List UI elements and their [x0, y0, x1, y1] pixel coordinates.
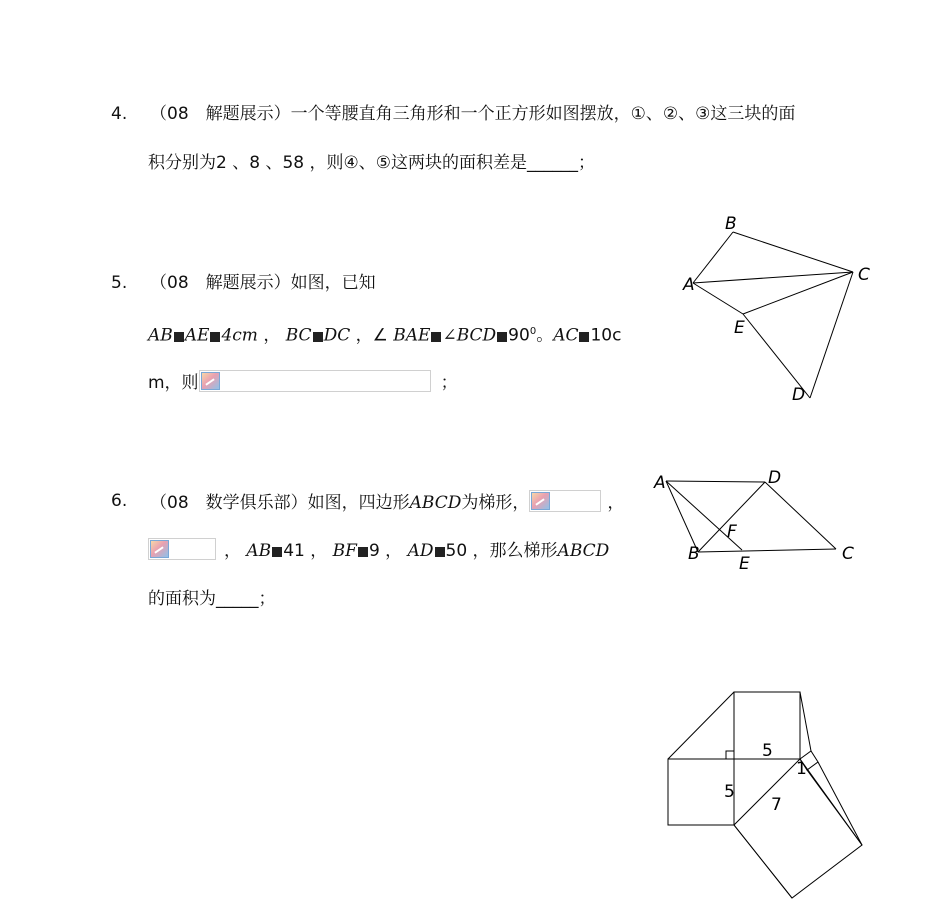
square-1	[800, 751, 818, 770]
q5-angle-sep: ，∠	[355, 325, 388, 346]
q5-label-c: C	[858, 265, 870, 285]
missing-glyph-icon	[579, 332, 589, 342]
square-5-left	[668, 759, 734, 825]
q5-line3-pre: m，则	[148, 373, 199, 393]
q5-period: 。	[536, 325, 554, 346]
broken-image-placeholder	[199, 370, 431, 392]
q6-ad-value: 50 ，那么梯形	[445, 541, 558, 561]
connector-right	[818, 762, 862, 845]
q5-label-b: B	[725, 214, 737, 234]
q5-line3-post: ；	[440, 373, 458, 393]
connector-top-right	[800, 692, 811, 751]
broken-image-placeholder	[148, 538, 216, 560]
square-7	[734, 759, 862, 898]
q5-label-a: A	[683, 275, 695, 295]
q5-segment-ac	[693, 272, 853, 283]
q6-number: 6.	[111, 491, 128, 511]
square-5-top	[734, 692, 800, 759]
q6-segment-ad	[666, 481, 765, 482]
q5-ae: AE	[184, 325, 210, 346]
q6-label-d: D	[768, 468, 782, 488]
q6-label-f: F	[727, 522, 737, 542]
q6-label-e: E	[739, 554, 750, 574]
q5-line2	[148, 321, 621, 347]
connector-top-left	[668, 692, 734, 759]
q6-line1-mid: 为梯形，	[461, 493, 530, 513]
q5-ac: AC	[553, 325, 579, 346]
q5-degree: 0	[529, 326, 537, 337]
q5-bcd: ∠BCD	[442, 325, 497, 346]
q6-line1-pre: （08 数学俱乐部）如图，四边形	[150, 493, 410, 513]
missing-glyph-icon	[435, 547, 445, 557]
q4-number: 4.	[111, 104, 128, 124]
q4-line1: （08 解题展示）一个等腰直角三角形和一个正方形如图摆放，①、②、③这三块的面	[150, 104, 796, 124]
q6-bf-value: 9 ，	[368, 541, 403, 561]
q5-segment-ed	[743, 314, 810, 398]
q6-abcd: ABCD	[409, 493, 462, 513]
q6-ad: AD	[407, 541, 434, 561]
q5-segment-dc	[810, 272, 853, 398]
q5-length: 4cm	[221, 325, 258, 346]
q5-bae: BAE	[393, 325, 431, 346]
q6-sep: ，	[224, 541, 241, 561]
q6-abcd-2: ABCD	[557, 541, 610, 561]
q5-dc: DC	[323, 325, 351, 346]
q5-sep: ，	[263, 325, 281, 346]
q4-line2: 积分别为2 、8 、58 ，则④、⑤这两块的面积差是______；	[148, 153, 595, 173]
connector-lower	[734, 825, 792, 898]
q6-segment-bd	[698, 482, 765, 552]
q5-label-d: D	[792, 385, 806, 405]
q6-line1-post: ，	[607, 493, 625, 513]
missing-glyph-icon	[358, 547, 368, 557]
q6-segment-ae	[666, 481, 742, 550]
q5-segment-ab	[693, 232, 733, 283]
missing-glyph-icon	[210, 332, 220, 342]
q6-line2	[148, 538, 609, 562]
q5-segment-ae	[693, 283, 743, 314]
missing-glyph-icon	[431, 332, 441, 342]
q6-ab: AB	[246, 541, 272, 561]
q6-bf: BF	[332, 541, 357, 561]
q6-ab-value: 41 ，	[283, 541, 328, 561]
connector-right-inner	[807, 770, 862, 845]
q6-line3: 的面积为_____；	[148, 589, 276, 609]
broken-image-icon	[201, 372, 220, 390]
squares-label-5-top: 5	[762, 741, 773, 761]
q6-label-c: C	[842, 544, 854, 564]
q5-ab: AB	[148, 325, 173, 346]
right-angle-mark	[726, 751, 734, 759]
q5-bc: BC	[285, 325, 312, 346]
missing-glyph-icon	[497, 332, 507, 342]
q6-label-a: A	[654, 473, 666, 493]
q5-ac-value: 10c	[590, 325, 622, 346]
squares-label-7: 7	[771, 795, 782, 815]
q6-label-b: B	[688, 544, 700, 564]
squares-label-5-left: 5	[724, 782, 735, 802]
q6-segment-ab	[666, 481, 698, 552]
q6-segment-bc	[698, 549, 836, 552]
missing-glyph-icon	[313, 332, 323, 342]
broken-image-placeholder	[529, 490, 601, 512]
q5-segment-ec	[743, 272, 853, 314]
squares-label-1: 1	[796, 759, 807, 779]
q5-line3	[148, 370, 458, 394]
q5-segment-bc	[733, 232, 853, 272]
broken-image-icon	[531, 492, 550, 510]
q5-label-e: E	[734, 318, 745, 338]
missing-glyph-icon	[272, 547, 282, 557]
missing-glyph-icon	[174, 332, 184, 342]
q5-number: 5.	[111, 273, 128, 293]
q5-angle-value: 90	[508, 325, 530, 346]
broken-image-icon	[150, 540, 169, 558]
q6-line1	[150, 490, 624, 514]
q5-line1: （08 解题展示）如图，已知	[150, 273, 376, 293]
q6-segment-dc	[765, 482, 836, 549]
